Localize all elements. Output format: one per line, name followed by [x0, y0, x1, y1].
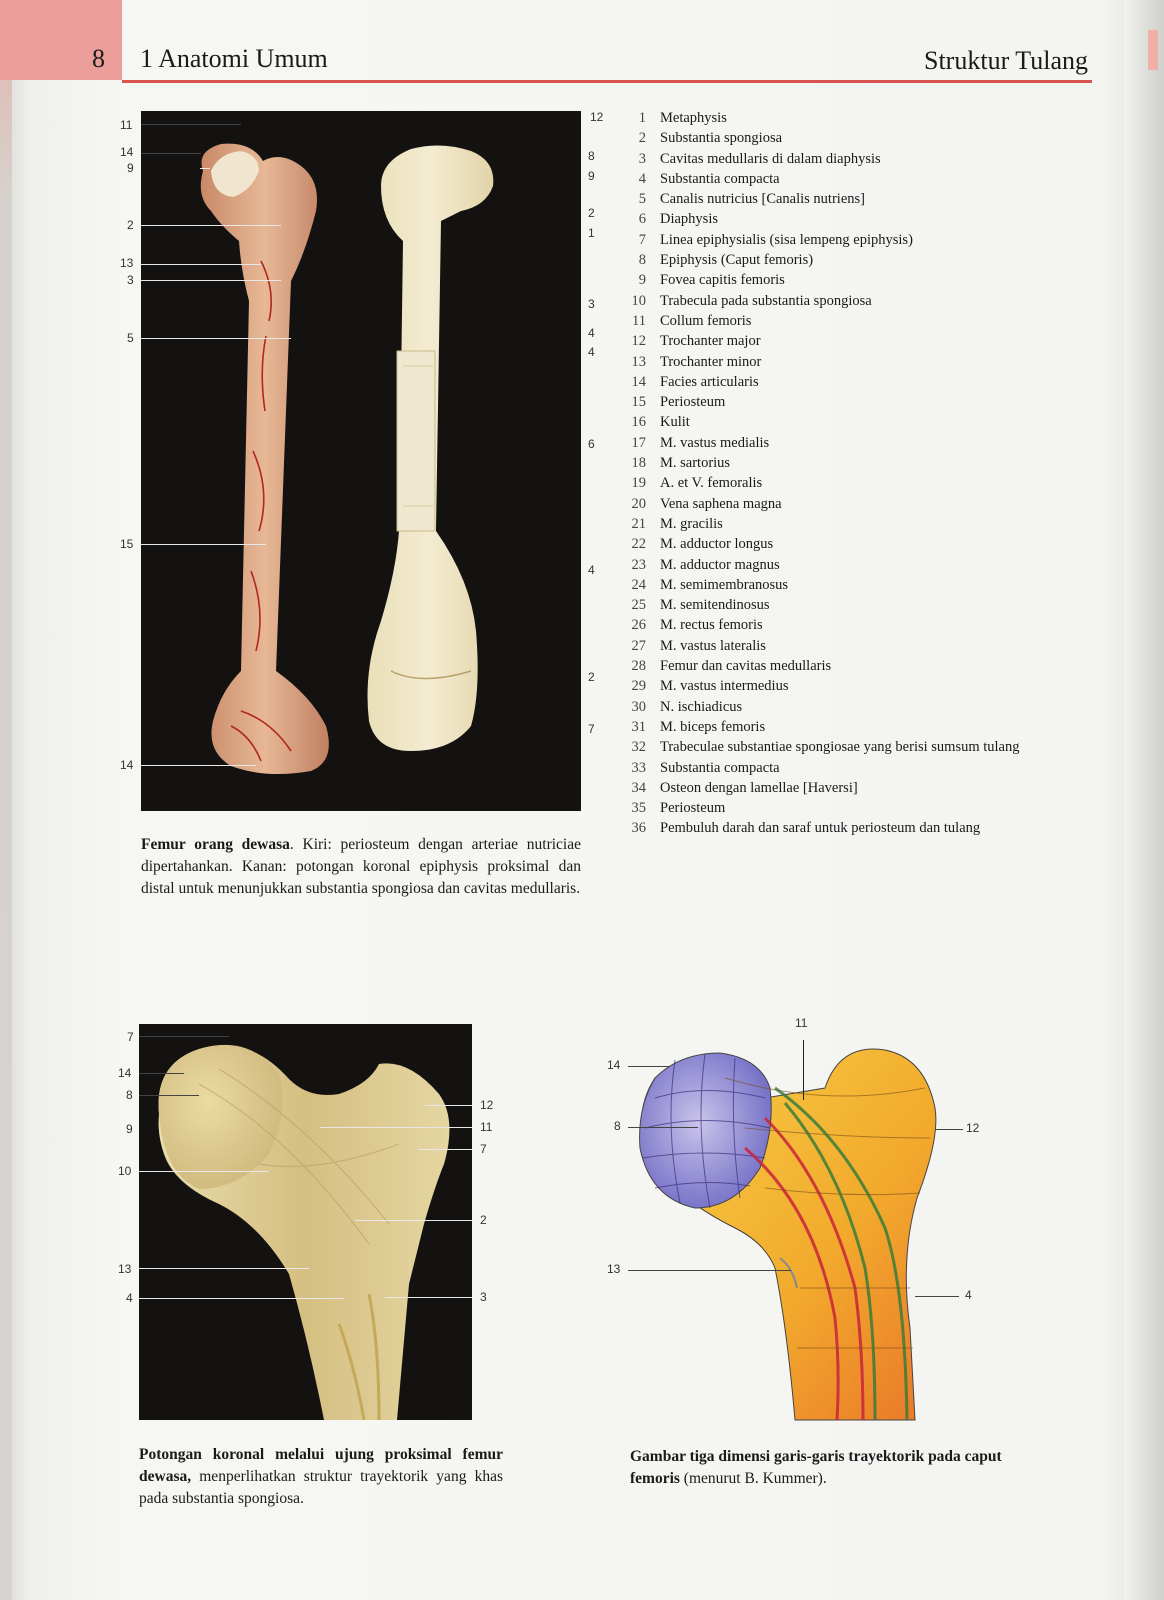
- legend-number: 28: [631, 658, 646, 675]
- fig1-label: 15: [120, 537, 134, 551]
- figure2-caption-title: Potongan koronal melalui ujung proksimal femur dewasa,: [139, 1446, 503, 1485]
- legend-item: [618, 514, 1078, 534]
- legend-number: 9: [638, 272, 646, 289]
- legend-text: Canalis nutricius [Canalis nutriens]: [660, 191, 865, 208]
- legend-item: [618, 331, 1078, 351]
- trajectory-drawing: [625, 1028, 985, 1428]
- legend-text: Pembuluh darah dan saraf untuk periosteum dan tulang: [660, 820, 981, 837]
- legend-item: [618, 352, 1078, 372]
- figure3-caption-text: (menurut B. Kummer).: [679, 1470, 827, 1487]
- legend-text: Periosteum: [660, 394, 726, 411]
- legend-text: M. vastus medialis: [660, 434, 770, 451]
- figure1-caption-title: Femur orang dewasa: [141, 836, 290, 853]
- legend-text: Kulit: [660, 414, 690, 431]
- fig2-label: 7: [480, 1142, 487, 1156]
- legend-item: [618, 494, 1078, 514]
- legend-number: 35: [631, 800, 646, 817]
- figure1-caption: [141, 834, 581, 900]
- legend-item: [618, 575, 1078, 595]
- legend-text: M. adductor magnus: [660, 556, 780, 573]
- legend-number: 17: [631, 434, 646, 451]
- legend-text: Collum femoris: [660, 312, 752, 329]
- legend-number: 6: [638, 211, 646, 228]
- legend-number: 30: [631, 698, 646, 715]
- legend-number: 4: [638, 170, 646, 187]
- fig2-label: 13: [118, 1262, 132, 1276]
- chapter-title: 1 Anatomi Umum: [140, 44, 328, 73]
- fig3-label: 14: [607, 1058, 621, 1072]
- legend-text: M. gracilis: [660, 515, 723, 532]
- legend-number: 8: [638, 252, 646, 269]
- trajectory-illustration: [625, 1028, 985, 1428]
- leader-line: [320, 1127, 472, 1128]
- legend-item: [618, 311, 1078, 331]
- binding-strip: [0, 0, 12, 1600]
- fig1-label: 3: [127, 273, 134, 287]
- leader-line: [139, 1095, 199, 1096]
- legend-number: 20: [631, 495, 646, 512]
- fig1-label: 2: [127, 218, 134, 232]
- femur-illustration: [141, 111, 581, 811]
- legend-number: 14: [631, 373, 646, 390]
- legend-number: 19: [631, 475, 646, 492]
- legend-item: [618, 291, 1078, 311]
- legend-item: [618, 230, 1078, 250]
- legend-item: [618, 555, 1078, 575]
- leader-line: [200, 168, 210, 169]
- legend-text: Vena saphena magna: [660, 495, 782, 512]
- leader-line: [418, 1149, 472, 1150]
- legend-text: Fovea capitis femoris: [660, 272, 785, 289]
- legend-item: [618, 717, 1078, 737]
- legend-text: Periosteum: [660, 800, 726, 817]
- leader-line: [628, 1270, 791, 1271]
- legend-number: 12: [631, 333, 646, 350]
- legend-text: Substantia compacta: [660, 170, 780, 187]
- legend-text: M. semimembranosus: [660, 576, 789, 593]
- page-number: 8: [92, 44, 105, 73]
- fig1-label: 4: [588, 345, 595, 359]
- fig2-label: 10: [118, 1164, 132, 1178]
- fig1-label: 8: [588, 149, 595, 163]
- figure3-caption: [630, 1446, 1010, 1490]
- leader-line: [141, 225, 281, 226]
- header-rule: [122, 80, 1092, 83]
- legend-number: 7: [638, 231, 646, 248]
- legend-number: 3: [638, 150, 646, 167]
- leader-line: [139, 1036, 229, 1037]
- legend-item: [618, 473, 1078, 493]
- leader-line: [141, 153, 201, 154]
- fig2-label: 12: [480, 1098, 494, 1112]
- leader-line: [139, 1073, 184, 1074]
- legend-item: [618, 595, 1078, 615]
- legend-text: Facies articularis: [660, 373, 759, 390]
- legend-item: [618, 737, 1078, 757]
- fig1-label: 9: [588, 169, 595, 183]
- leader-line: [139, 1268, 309, 1269]
- fig3-label: 8: [614, 1119, 621, 1133]
- fig2-label: 3: [480, 1290, 487, 1304]
- legend-text: Epiphysis (Caput femoris): [660, 252, 814, 269]
- leader-line: [628, 1066, 670, 1067]
- legend-number: 24: [631, 576, 646, 593]
- legend-text: Substantia compacta: [660, 759, 780, 776]
- figure2-caption: [139, 1444, 503, 1510]
- legend-text: N. ischiadicus: [660, 698, 743, 715]
- leader-line: [139, 1298, 344, 1299]
- fig1-label: 1: [588, 226, 595, 240]
- legend-number: 36: [631, 820, 646, 837]
- leader-line: [803, 1040, 804, 1100]
- fig2-label: 9: [126, 1122, 133, 1136]
- legend-text: M. adductor longus: [660, 536, 774, 553]
- fig2-label: 8: [126, 1088, 133, 1102]
- legend-item: [618, 758, 1078, 778]
- fig1-label: 7: [588, 722, 595, 736]
- legend-item: [618, 270, 1078, 290]
- legend-item: [618, 676, 1078, 696]
- legend-item: [618, 372, 1078, 392]
- legend-item: [618, 250, 1078, 270]
- medullary-cavity: [397, 351, 435, 531]
- legend-text: M. rectus femoris: [660, 617, 763, 634]
- legend-item: [618, 108, 1078, 128]
- section-title: Struktur Tulang: [924, 46, 1088, 75]
- legend-number: 29: [631, 678, 646, 695]
- legend-item: [618, 412, 1078, 432]
- fig3-label: 4: [965, 1288, 972, 1302]
- legend-number: 5: [638, 191, 646, 208]
- legend-text: Osteon dengan lamellae [Haversi]: [660, 779, 858, 796]
- legend-text: Trochanter major: [660, 333, 761, 350]
- fig1-label: 2: [588, 206, 595, 220]
- fig1-label: 4: [588, 563, 595, 577]
- leader-line: [425, 1105, 472, 1106]
- legend-number: 2: [638, 130, 646, 147]
- fig1-label: 13: [120, 256, 134, 270]
- legend-number: 10: [631, 292, 646, 309]
- legend-item: [618, 778, 1078, 798]
- legend-number: 11: [632, 312, 646, 329]
- legend-text: A. et V. femoralis: [660, 475, 763, 492]
- fig1-label: 3: [588, 297, 595, 311]
- fig1-label: 12: [590, 110, 604, 124]
- leader-line: [141, 765, 256, 766]
- legend-text: Linea epiphysialis (sisa lempeng epiphysis): [660, 231, 913, 248]
- leader-line: [915, 1296, 959, 1297]
- fig2-label: 4: [126, 1291, 133, 1305]
- proximal-femur-illustration: [139, 1024, 472, 1420]
- leader-line: [141, 264, 261, 265]
- legend-item: [618, 169, 1078, 189]
- fig1-label: 4: [588, 326, 595, 340]
- leader-line: [385, 1297, 472, 1298]
- leader-line: [355, 1220, 472, 1221]
- legend-number: 27: [631, 637, 646, 654]
- page-edge: [1124, 0, 1164, 1600]
- leader-line: [141, 280, 281, 281]
- legend-item: [618, 128, 1078, 148]
- legend-item: [618, 453, 1078, 473]
- legend-text: M. vastus intermedius: [660, 678, 789, 695]
- fig1-label: 9: [127, 161, 134, 175]
- leader-line: [141, 124, 241, 125]
- legend-item: [618, 392, 1078, 412]
- fig1-label: 6: [588, 437, 595, 451]
- legend-number: 23: [631, 556, 646, 573]
- fig2-label: 7: [127, 1030, 134, 1044]
- legend-item: [618, 149, 1078, 169]
- leader-line: [141, 338, 291, 339]
- legend-number: 18: [631, 455, 646, 472]
- fig1-label: 14: [120, 758, 134, 772]
- leader-line: [141, 544, 266, 545]
- legend-number: 21: [631, 515, 646, 532]
- legend-number: 31: [631, 718, 646, 735]
- legend-item: [618, 615, 1078, 635]
- legend-item: [618, 189, 1078, 209]
- legend-number: 25: [631, 597, 646, 614]
- legend-text: Femur dan cavitas medullaris: [660, 658, 832, 675]
- legend-number: 13: [631, 353, 646, 370]
- fig3-label: 12: [966, 1121, 980, 1135]
- legend-text: Cavitas medullaris di dalam diaphysis: [660, 150, 881, 167]
- legend-number: 16: [631, 414, 646, 431]
- legend-item: [618, 798, 1078, 818]
- legend-text: Trabecula pada substantia spongiosa: [660, 292, 872, 309]
- legend-text: Substantia spongiosa: [660, 130, 783, 147]
- legend-text: Diaphysis: [660, 211, 718, 228]
- legend-item: [618, 656, 1078, 676]
- leader-line: [139, 1171, 269, 1172]
- proximal-femur-section-photo: [139, 1024, 472, 1420]
- legend-list: [618, 108, 1078, 839]
- legend-item: [618, 534, 1078, 554]
- legend-number: 33: [631, 759, 646, 776]
- femur-photo: [141, 111, 581, 811]
- legend-item: [618, 433, 1078, 453]
- legend-item: [618, 697, 1078, 717]
- fig1-label: 14: [120, 145, 134, 159]
- legend-text: Trochanter minor: [660, 353, 762, 370]
- legend-text: Metaphysis: [660, 110, 727, 126]
- legend-number: 32: [631, 739, 646, 756]
- legend-text: M. vastus lateralis: [660, 637, 766, 654]
- legend-text: Trabeculae substantiae spongiosae yang berisi sumsum tulang: [660, 739, 1020, 756]
- fig1-label: 5: [127, 331, 134, 345]
- legend-text: M. semitendinosus: [660, 597, 770, 614]
- fig3-label: 13: [607, 1262, 621, 1276]
- fig2-label: 14: [118, 1066, 132, 1080]
- legend-item: [618, 209, 1078, 229]
- legend-number: 15: [631, 394, 646, 411]
- legend-item: [618, 818, 1078, 838]
- fig1-label: 2: [588, 670, 595, 684]
- legend-number: 34: [631, 779, 646, 796]
- fig3-label: 11: [795, 1016, 808, 1030]
- legend-number: 1: [638, 110, 646, 126]
- leader-line: [628, 1127, 698, 1128]
- legend-item: [618, 636, 1078, 656]
- legend-number: 22: [631, 536, 646, 553]
- figure2-caption-text: menperlihatkan struktur trayektorik yang khas pada substantia spongiosa.: [139, 1468, 503, 1507]
- figure3-caption-title: Gambar tiga dimensi garis-garis trayektorik pada caput femoris: [630, 1448, 1002, 1487]
- fig2-label: 2: [480, 1213, 487, 1227]
- figure1-caption-text: . Kiri: periosteum dengan arteriae nutriciae dipertahankan. Kanan: potongan koronal epiphysis proksimal dan distal untuk menunjukkan substantia spongiosa dan cavitas medullaris.: [141, 836, 581, 897]
- fig2-label: 11: [480, 1120, 493, 1134]
- legend-text: M. biceps femoris: [660, 718, 766, 735]
- legend-number: 26: [631, 617, 646, 634]
- fig1-label: 11: [120, 118, 133, 132]
- leader-line: [935, 1129, 963, 1130]
- legend-text: M. sartorius: [660, 455, 731, 472]
